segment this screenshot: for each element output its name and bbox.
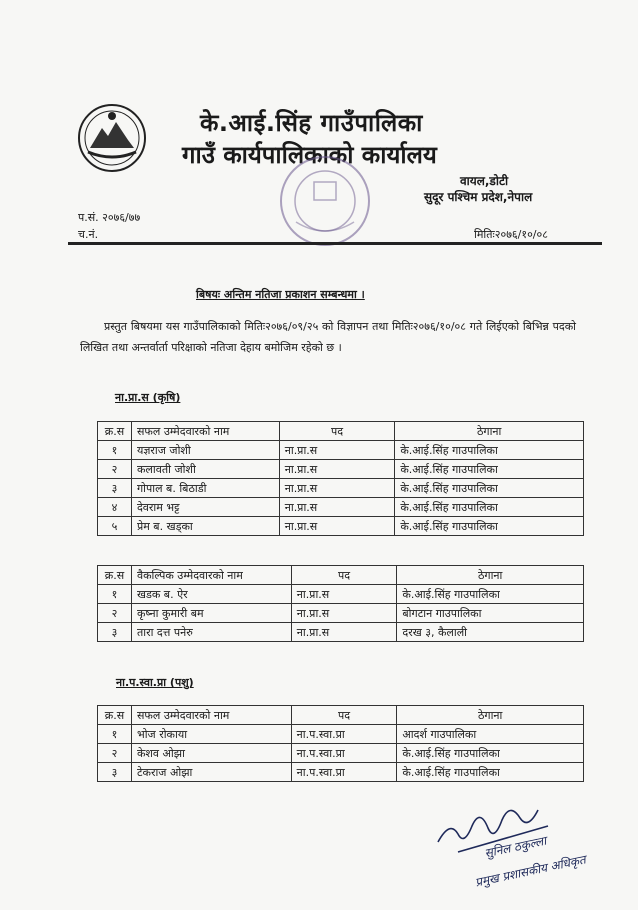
name-cell: टेकराज ओझा xyxy=(131,763,291,782)
signatory-name: सुनिल ठकुल्ला xyxy=(483,833,548,861)
header-cell: ठेगाना xyxy=(395,422,584,441)
table-row xyxy=(98,623,584,642)
serial-cell: २ xyxy=(98,604,132,623)
address-cell: दरख ३, कैलाली xyxy=(397,623,584,642)
nepal-emblem-icon xyxy=(76,102,148,174)
table-row xyxy=(98,604,584,623)
post-cell: ना.प.स्वा.प्रा xyxy=(291,744,397,763)
successful-candidates-table-livestock xyxy=(97,705,584,782)
post-cell: ना.प्रा.स xyxy=(291,585,397,604)
name-cell: कलावती जोशी xyxy=(131,460,279,479)
serial-cell: १ xyxy=(98,725,132,744)
post-cell: ना.प्रा.स xyxy=(279,479,395,498)
section-heading-livestock: ना.प.स्वा.प्रा (पशु) xyxy=(116,676,194,689)
name-cell: कृष्ना कुमारी बम xyxy=(131,604,291,623)
header-cell: पद xyxy=(279,422,395,441)
name-cell: यज्ञराज जोशी xyxy=(131,441,279,460)
table-row xyxy=(98,498,584,517)
table-header-row xyxy=(98,422,584,441)
name-cell: तारा दत्त पनेरु xyxy=(131,623,291,642)
header-cell: वैकल्पिक उम्मेदवारको नाम xyxy=(131,566,291,585)
post-cell: ना.प्रा.स xyxy=(279,517,395,536)
serial-cell: ४ xyxy=(98,498,132,517)
address-cell: के.आई.सिंह गाउपालिका xyxy=(395,479,584,498)
address-cell: के.आई.सिंह गाउपालिका xyxy=(395,441,584,460)
address-cell: आदर्श गाउपालिका xyxy=(397,725,584,744)
dispatch-number: च.नं. xyxy=(78,228,99,241)
office-location-line2: सुदूर पश्चिम प्रदेश,नेपाल xyxy=(424,190,533,204)
header-cell: क्र.स xyxy=(98,706,132,725)
table-row xyxy=(98,585,584,604)
post-cell: ना.प्रा.स xyxy=(279,460,395,479)
letter-body: प्रस्तुत बिषयमा यस गाउँपालिकाको मितिः२०७६/०९/२५ को विज्ञापन तथा मितिः२०७६/१०/०८ गते लिईएको बिभिन्न पदको लिखित तथा अन्तर्वार्ता परिक्षाको नतिजा देहाय बमोजिम रहेको छ । xyxy=(80,320,576,354)
header-cell: पद xyxy=(291,566,397,585)
header-cell: ठेगाना xyxy=(397,566,584,585)
name-cell: प्रेम ब. खड्का xyxy=(131,517,279,536)
office-title-line2: गाउँ कार्यपालिकाको कार्यालय xyxy=(182,141,437,169)
signatory-title: प्रमुख प्रशासकीय अधिकृत xyxy=(473,852,587,890)
office-stamp-icon xyxy=(276,152,374,250)
header-cell: सफल उम्मेदवारको नाम xyxy=(131,706,291,725)
serial-cell: ५ xyxy=(98,517,132,536)
header-cell: क्र.स xyxy=(98,566,132,585)
table-row xyxy=(98,479,584,498)
address-cell: के.आई.सिंह गाउपालिका xyxy=(397,744,584,763)
post-cell: ना.प्रा.स xyxy=(279,498,395,517)
table-header-row xyxy=(98,706,584,725)
serial-cell: ३ xyxy=(98,479,132,498)
reference-number: प.सं. २०७६/७७ xyxy=(78,211,141,224)
address-cell: के.आई.सिंह गाउपालिका xyxy=(395,517,584,536)
address-cell: बोगटान गाउपालिका xyxy=(397,604,584,623)
table-row xyxy=(98,441,584,460)
table-row xyxy=(98,460,584,479)
serial-cell: ३ xyxy=(98,763,132,782)
address-cell: के.आई.सिंह गाउपालिका xyxy=(397,585,584,604)
office-title-line1: के.आई.सिंह गाउँपालिका xyxy=(200,109,423,137)
section-heading-agriculture: ना.प्रा.स (कृषि) xyxy=(115,391,181,404)
header-cell: क्र.स xyxy=(98,422,132,441)
address-cell: के.आई.सिंह गाउपालिका xyxy=(395,498,584,517)
name-cell: खडक ब. ऐर xyxy=(131,585,291,604)
table-row xyxy=(98,725,584,744)
header-divider xyxy=(68,242,602,245)
alternate-candidates-table-agriculture xyxy=(97,565,584,642)
letter-subject: बिषयः अन्तिम नतिजा प्रकाशन सम्बन्धमा । xyxy=(196,288,365,301)
serial-cell: १ xyxy=(98,585,132,604)
header-cell: पद xyxy=(291,706,397,725)
post-cell: ना.प.स्वा.प्रा xyxy=(291,725,397,744)
letter-date: मितिः२०७६/१०/०८ xyxy=(474,228,548,241)
post-cell: ना.प्रा.स xyxy=(291,623,397,642)
table-row xyxy=(98,517,584,536)
address-cell: के.आई.सिंह गाउपालिका xyxy=(397,763,584,782)
serial-cell: ३ xyxy=(98,623,132,642)
name-cell: भोज रोकाया xyxy=(131,725,291,744)
serial-cell: २ xyxy=(98,460,132,479)
address-cell: के.आई.सिंह गाउपालिका xyxy=(395,460,584,479)
table-header-row xyxy=(98,566,584,585)
serial-cell: २ xyxy=(98,744,132,763)
name-cell: देवराम भट्ट xyxy=(131,498,279,517)
table-row xyxy=(98,744,584,763)
header-cell: ठेगाना xyxy=(397,706,584,725)
table-row xyxy=(98,763,584,782)
office-location-line1: वायल,डोटी xyxy=(460,174,509,188)
post-cell: ना.प्रा.स xyxy=(279,441,395,460)
serial-cell: १ xyxy=(98,441,132,460)
post-cell: ना.प्रा.स xyxy=(291,604,397,623)
post-cell: ना.प.स्वा.प्रा xyxy=(291,763,397,782)
header-cell: सफल उम्मेदवारको नाम xyxy=(131,422,279,441)
name-cell: गोपाल ब. बिठाडी xyxy=(131,479,279,498)
successful-candidates-table-agriculture xyxy=(97,421,584,536)
name-cell: केशव ओझा xyxy=(131,744,291,763)
